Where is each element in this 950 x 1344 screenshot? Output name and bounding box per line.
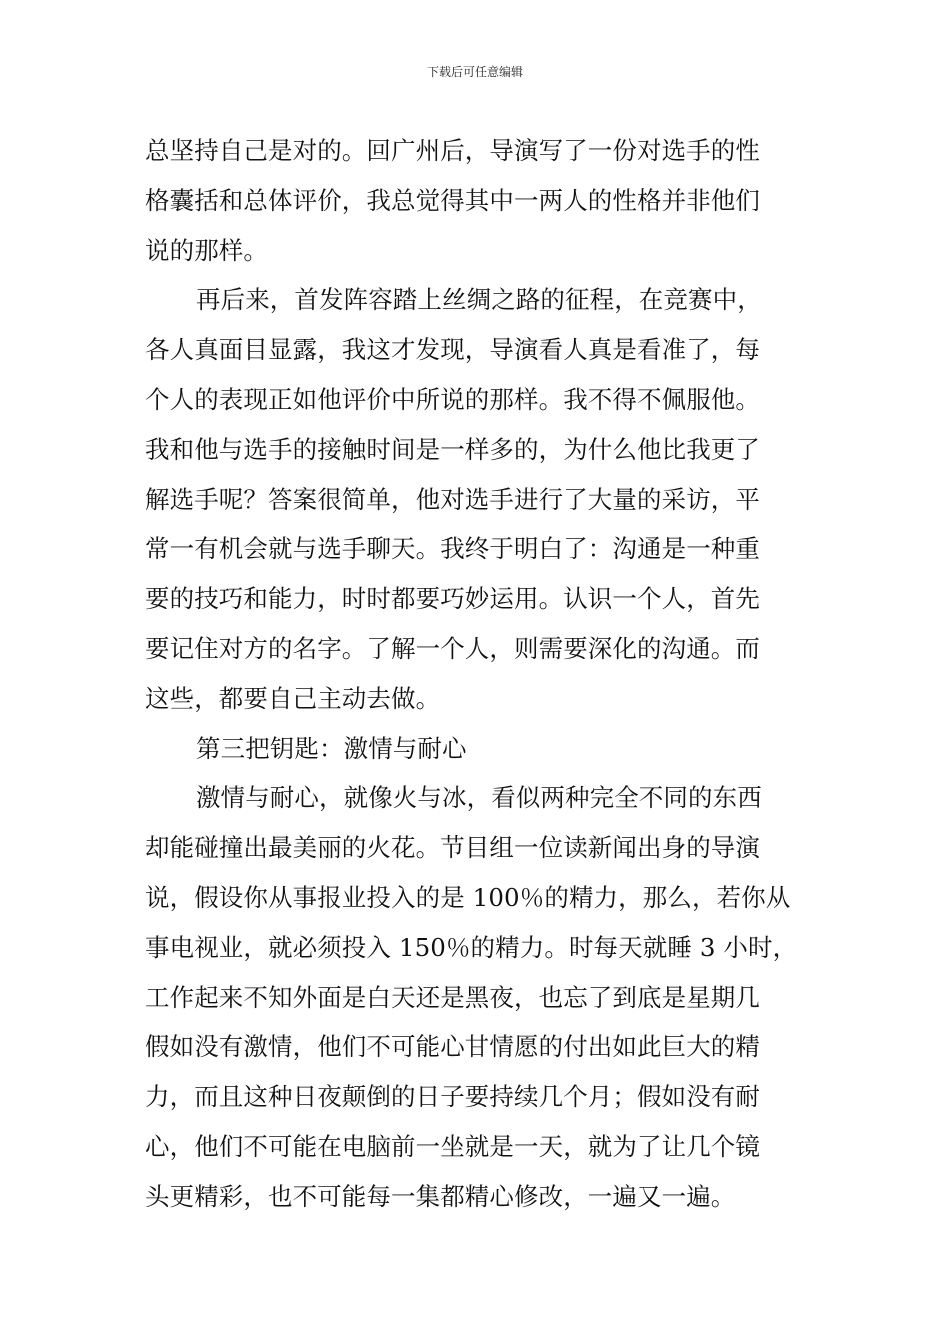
document-body bbox=[145, 126, 807, 1222]
text-line: 我和他与选手的接触时间是一样多的，为什么他比我更了 bbox=[145, 434, 760, 464]
text-line: 心，他们不可能在电脑前一坐就是一天，就为了让几个镜 bbox=[145, 1131, 760, 1161]
text-line: 假如没有激情，他们不可能心甘情愿的付出如此巨大的精 bbox=[145, 1032, 760, 1062]
page-header: 下载后可任意编辑 bbox=[426, 65, 523, 79]
text-line: 个人的表现正如他评价中所说的那样。我不得不佩服他。 bbox=[145, 384, 760, 414]
text-line: 解选手呢？答案很简单，他对选手进行了大量的采访，平 bbox=[145, 484, 760, 514]
text-line: 要记住对方的名字。了解一个人，则需要深化的沟通。而 bbox=[145, 633, 760, 663]
paragraph-start-line: 再后来，首发阵容踏上丝绸之路的征程，在竞赛中， bbox=[196, 285, 762, 315]
text-line: 格囊括和总体评价，我总觉得其中一两人的性格并非他们 bbox=[145, 185, 760, 215]
text-line: 这些，都要自己主动去做。 bbox=[145, 683, 441, 713]
text-line: 总坚持自己是对的。回广州后，导演写了一份对选手的性 bbox=[145, 136, 760, 165]
text-line: 却能碰撞出最美丽的火花。节目组一位读新闻出身的导演 bbox=[145, 833, 760, 863]
paragraph-start-line: 激情与耐心，就像火与冰，看似两种完全不同的东西 bbox=[196, 783, 762, 813]
text-line: 工作起来不知外面是白天还是黑夜，也忘了到底是星期几 bbox=[145, 982, 760, 1012]
text-line: 要的技巧和能力，时时都要巧妙运用。认识一个人，首先 bbox=[145, 584, 760, 614]
text-line: 说，假设你从事报业投入的是 100％的精力，那么，若你从 bbox=[145, 882, 791, 912]
text-line: 常一有机会就与选手聊天。我终于明白了：沟通是一种重 bbox=[145, 534, 760, 564]
text-line: 各人真面目显露，我这才发现，导演看人真是看准了，每 bbox=[145, 335, 760, 365]
text-line: 头更精彩，也不可能每一集都精心修改，一遍又一遍。 bbox=[145, 1181, 736, 1211]
text-line: 力，而且这种日夜颠倒的日子要持续几个月；假如没有耐 bbox=[145, 1082, 760, 1112]
text-line: 说的那样。 bbox=[145, 235, 268, 265]
text-line: 事电视业，就必须投入 150％的精力。时每天就睡 3 小时， bbox=[145, 932, 798, 962]
section-heading: 第三把钥匙：激情与耐心 bbox=[196, 733, 467, 763]
